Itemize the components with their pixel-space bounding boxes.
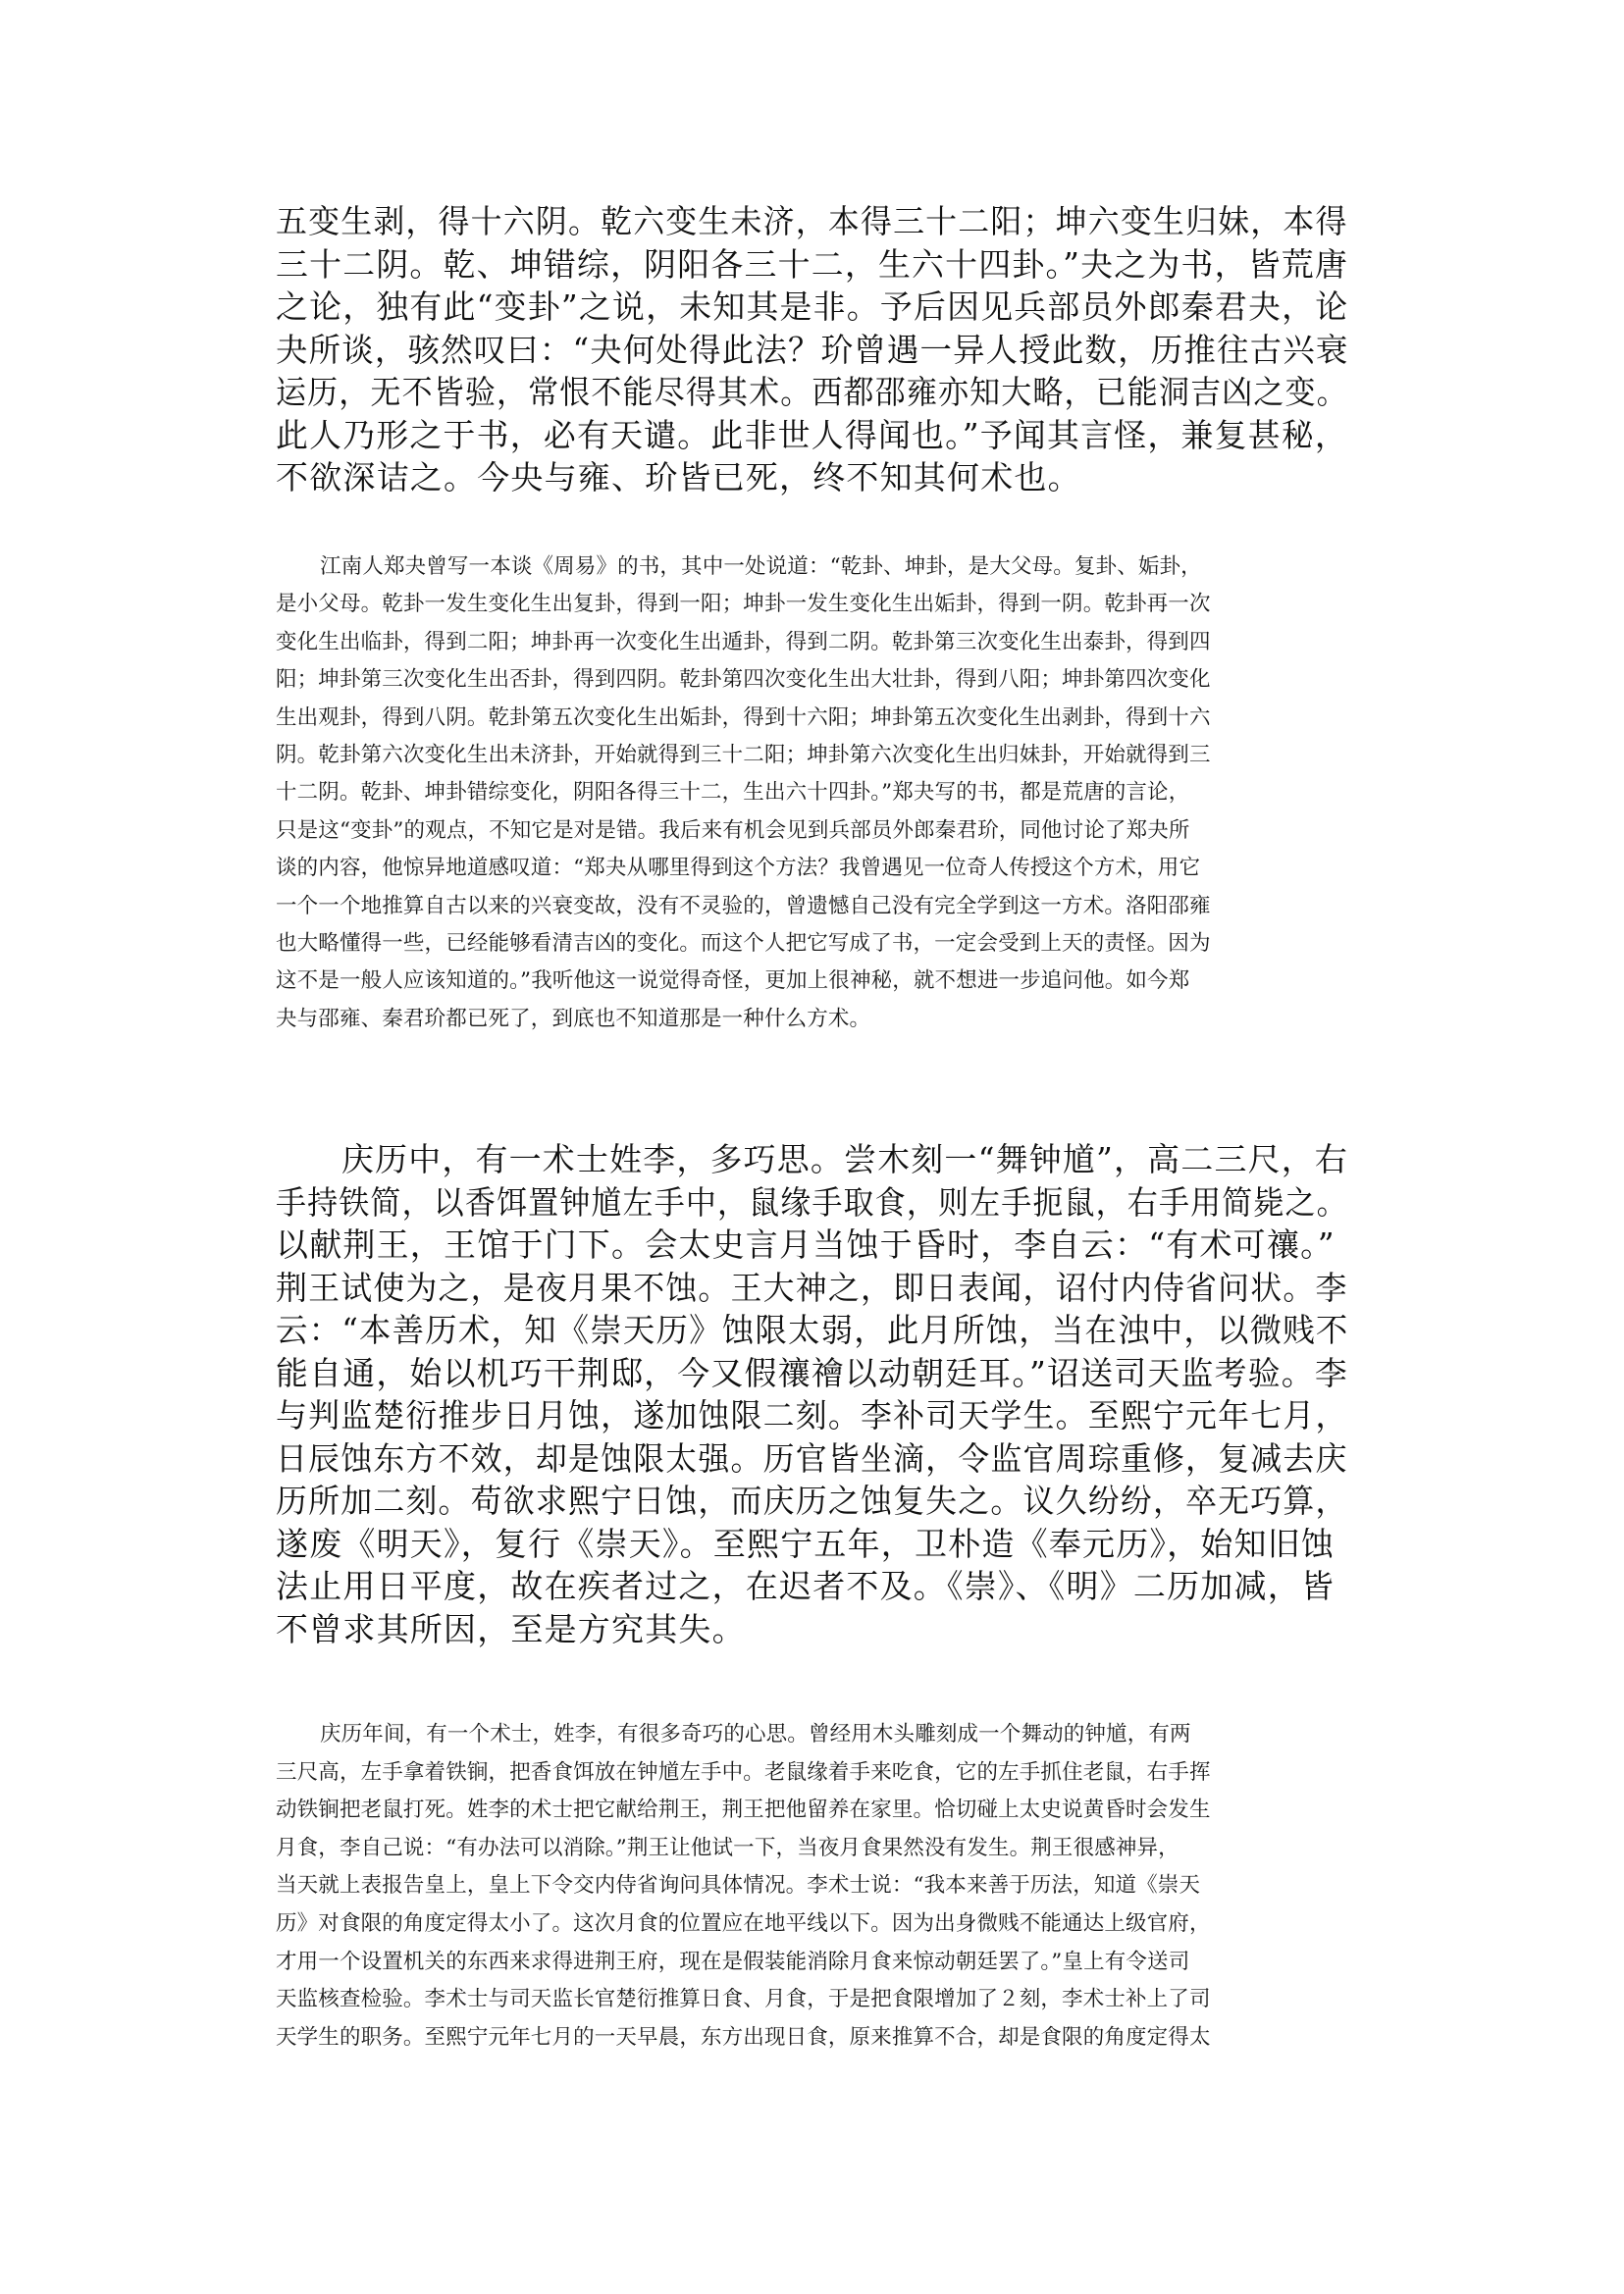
original-line: 手持铁简，以香饵置钟馗左手中，鼠缘手取食，则左手扼鼠，右手用简毙之。 xyxy=(276,1182,1348,1222)
translation-line: 月食，李自己说：“有办法可以消除。”荆王让他试一下，当夜月食果然没有发生。荆王很感神异， xyxy=(276,1835,1179,1860)
translation-line: 阴。乾卦第六次变化生出未济卦，开始就得到三十二阳；坤卦第六次变化生出归妹卦，开始就得到三 xyxy=(276,743,1211,767)
original-line: 能自通，始以机巧干荆邸，今又假禳禬以动朝廷耳。”诏送司天监考验。李 xyxy=(276,1353,1349,1392)
original-line: 以献荆王，王馆于门下。会太史言月当蚀于昏时，李自云：“有术可禳。” xyxy=(276,1225,1336,1264)
translation-line: 谈的内容，他惊异地道感叹道：“郑夬从哪里得到这个方法？我曾遇见一位奇人传授这个方术，用它 xyxy=(276,856,1201,881)
translation-line: 天学生的职务。至熙宁元年七月的一天早晨，东方出现日食，原来推算不合，却是食限的角度定得太 xyxy=(276,2024,1211,2050)
translation-line: 变化生出临卦，得到二阳；坤卦再一次变化生出遁卦，得到二阴。乾卦第三次变化生出泰卦，得到四 xyxy=(276,629,1211,654)
original-line: 之论，独有此“变卦”之说，未知其是非。予后因见兵部员外郎秦君夬，论 xyxy=(276,287,1349,326)
translation-line: 十二阴。乾卦、坤卦错综变化，阴阳各得三十二，生出六十四卦。”郑夬写的书，都是荒唐的言论， xyxy=(276,780,1190,806)
original-line: 此人乃形之于书，必有天谴。此非世人得闻也。”予闻其言怪，兼复甚秘， xyxy=(276,415,1349,454)
translation-line: 夬与邵雍、秦君玠都已死了，到底也不知道那是一种什么方术。 xyxy=(276,1006,871,1031)
original-line: 夬所谈，骇然叹曰：“夬何处得此法？玠曾遇一异人授此数，历推往古兴衰 xyxy=(276,330,1349,369)
translation-line: 只是这“变卦”的观点，不知它是对是错。我后来有机会见到兵部员外郎秦君玠，同他讨论了郑夬所 xyxy=(276,817,1190,843)
translation-line: 动铁锏把老鼠打死。姓李的术士把它献给荆王，荆王把他留养在家里。恰切碰上太史说黄昏时会发生 xyxy=(276,1798,1211,1823)
translation-line: 三尺高，左手拿着铁锏，把香食饵放在钟馗左手中。老鼠缘着手来吃食，它的左手抓住老鼠，右手挥 xyxy=(276,1759,1211,1785)
original-line: 庆历中，有一术士姓李，多巧思。尝木刻一“舞钟馗”，高二三尺，右 xyxy=(341,1140,1348,1178)
translation-line: 江南人郑夬曾写一本谈《周易》的书，其中一处说道：“乾卦、坤卦，是大父母。复卦、姤卦， xyxy=(320,554,1202,579)
translation-line: 当天就上表报告皇上，皇上下令交内侍省询问具体情况。李术士说：“我本来善于历法，知道《崇天 xyxy=(276,1873,1201,1899)
original-line: 荆王试使为之，是夜月果不蚀。王大神之，即日表闻，诏付内侍省问状。李 xyxy=(276,1268,1348,1307)
translation-line: 才用一个设置机关的东西来求得进荆王府，现在是假装能消除月食来惊动朝廷罢了。”皇上有令送司 xyxy=(276,1949,1190,1974)
original-line: 五变生剥，得十六阴。乾六变生未济，本得三十二阳；坤六变生归妹，本得 xyxy=(276,202,1348,240)
original-line: 历所加二刻。苟欲求熙宁日蚀，而庆历之蚀复失之。议久纷纷，卒无巧算， xyxy=(276,1482,1348,1520)
original-line: 三十二阴。乾、坤错综，阴阳各三十二，生六十四卦。”夬之为书，皆荒唐 xyxy=(276,244,1349,284)
translation-line: 天监核查检验。李术士与司天监长官楚衍推算日食、月食，于是把食限增加了２刻，李术士补上了司 xyxy=(276,1987,1211,2012)
translation-line: 也大略懂得一些，已经能够看清吉凶的变化。而这个人把它写成了书，一定会受到上天的责怪。因为 xyxy=(276,931,1211,956)
original-line: 法止用日平度，故在疾者过之，在迟者不及。《崇》、《明》二历加减，皆 xyxy=(276,1567,1336,1605)
original-line: 日辰蚀东方不效，却是蚀限太强。历官皆坐滴，令监官周琮重修，复减去庆 xyxy=(276,1438,1348,1478)
translation-line: 生出观卦，得到八阴。乾卦第五次变化生出姤卦，得到十六阳；坤卦第五次变化生出剥卦，得到十六 xyxy=(276,704,1211,730)
original-line: 运历，无不皆验，常恨不能尽得其术。西都邵雍亦知大略，已能洞吉凶之变。 xyxy=(276,373,1348,411)
original-line: 不曾求其所因，至是方究其失。 xyxy=(276,1609,746,1648)
original-line: 遂废《明天》，复行《崇天》。至熙宁五年，卫朴造《奉元历》，始知旧蚀 xyxy=(276,1524,1336,1563)
original-line: 与判监楚衍推步日月蚀，遂加蚀限二刻。李补司天学生。至熙宁元年七月， xyxy=(276,1396,1348,1434)
translation-line: 历》对食限的角度定得太小了。这次月食的位置应在地平线以下。因为出身微贱不能通达上级官府， xyxy=(276,1911,1211,1936)
translation-line: 庆历年间，有一个术士，姓李，有很多奇巧的心思。曾经用木头雕刻成一个舞动的钟馗，有两 xyxy=(320,1722,1191,1747)
translation-line: 这不是一般人应该知道的。”我听他这一说觉得奇怪，更加上很神秘，就不想进一步追问他。如今郑 xyxy=(276,968,1190,994)
original-line: 云：“本善历术，知《崇天历》蚀限太弱，此月所蚀，当在浊中，以微贱不 xyxy=(276,1311,1349,1349)
translation-line: 阳；坤卦第三次变化生出否卦，得到四阴。乾卦第四次变化生出大壮卦，得到八阳；坤卦第四次变化 xyxy=(276,667,1211,693)
translation-line: 是小父母。乾卦一发生变化生出复卦，得到一阳；坤卦一发生变化生出姤卦，得到一阴。乾卦再一次 xyxy=(276,592,1211,617)
translation-line: 一个一个地推算自古以来的兴衰变故，没有不灵验的，曾遗憾自己没有完全学到这一方术。洛阳邵雍 xyxy=(276,893,1211,918)
original-line: 不欲深诘之。今央与雍、玠皆已死，终不知其何术也。 xyxy=(276,458,1081,496)
